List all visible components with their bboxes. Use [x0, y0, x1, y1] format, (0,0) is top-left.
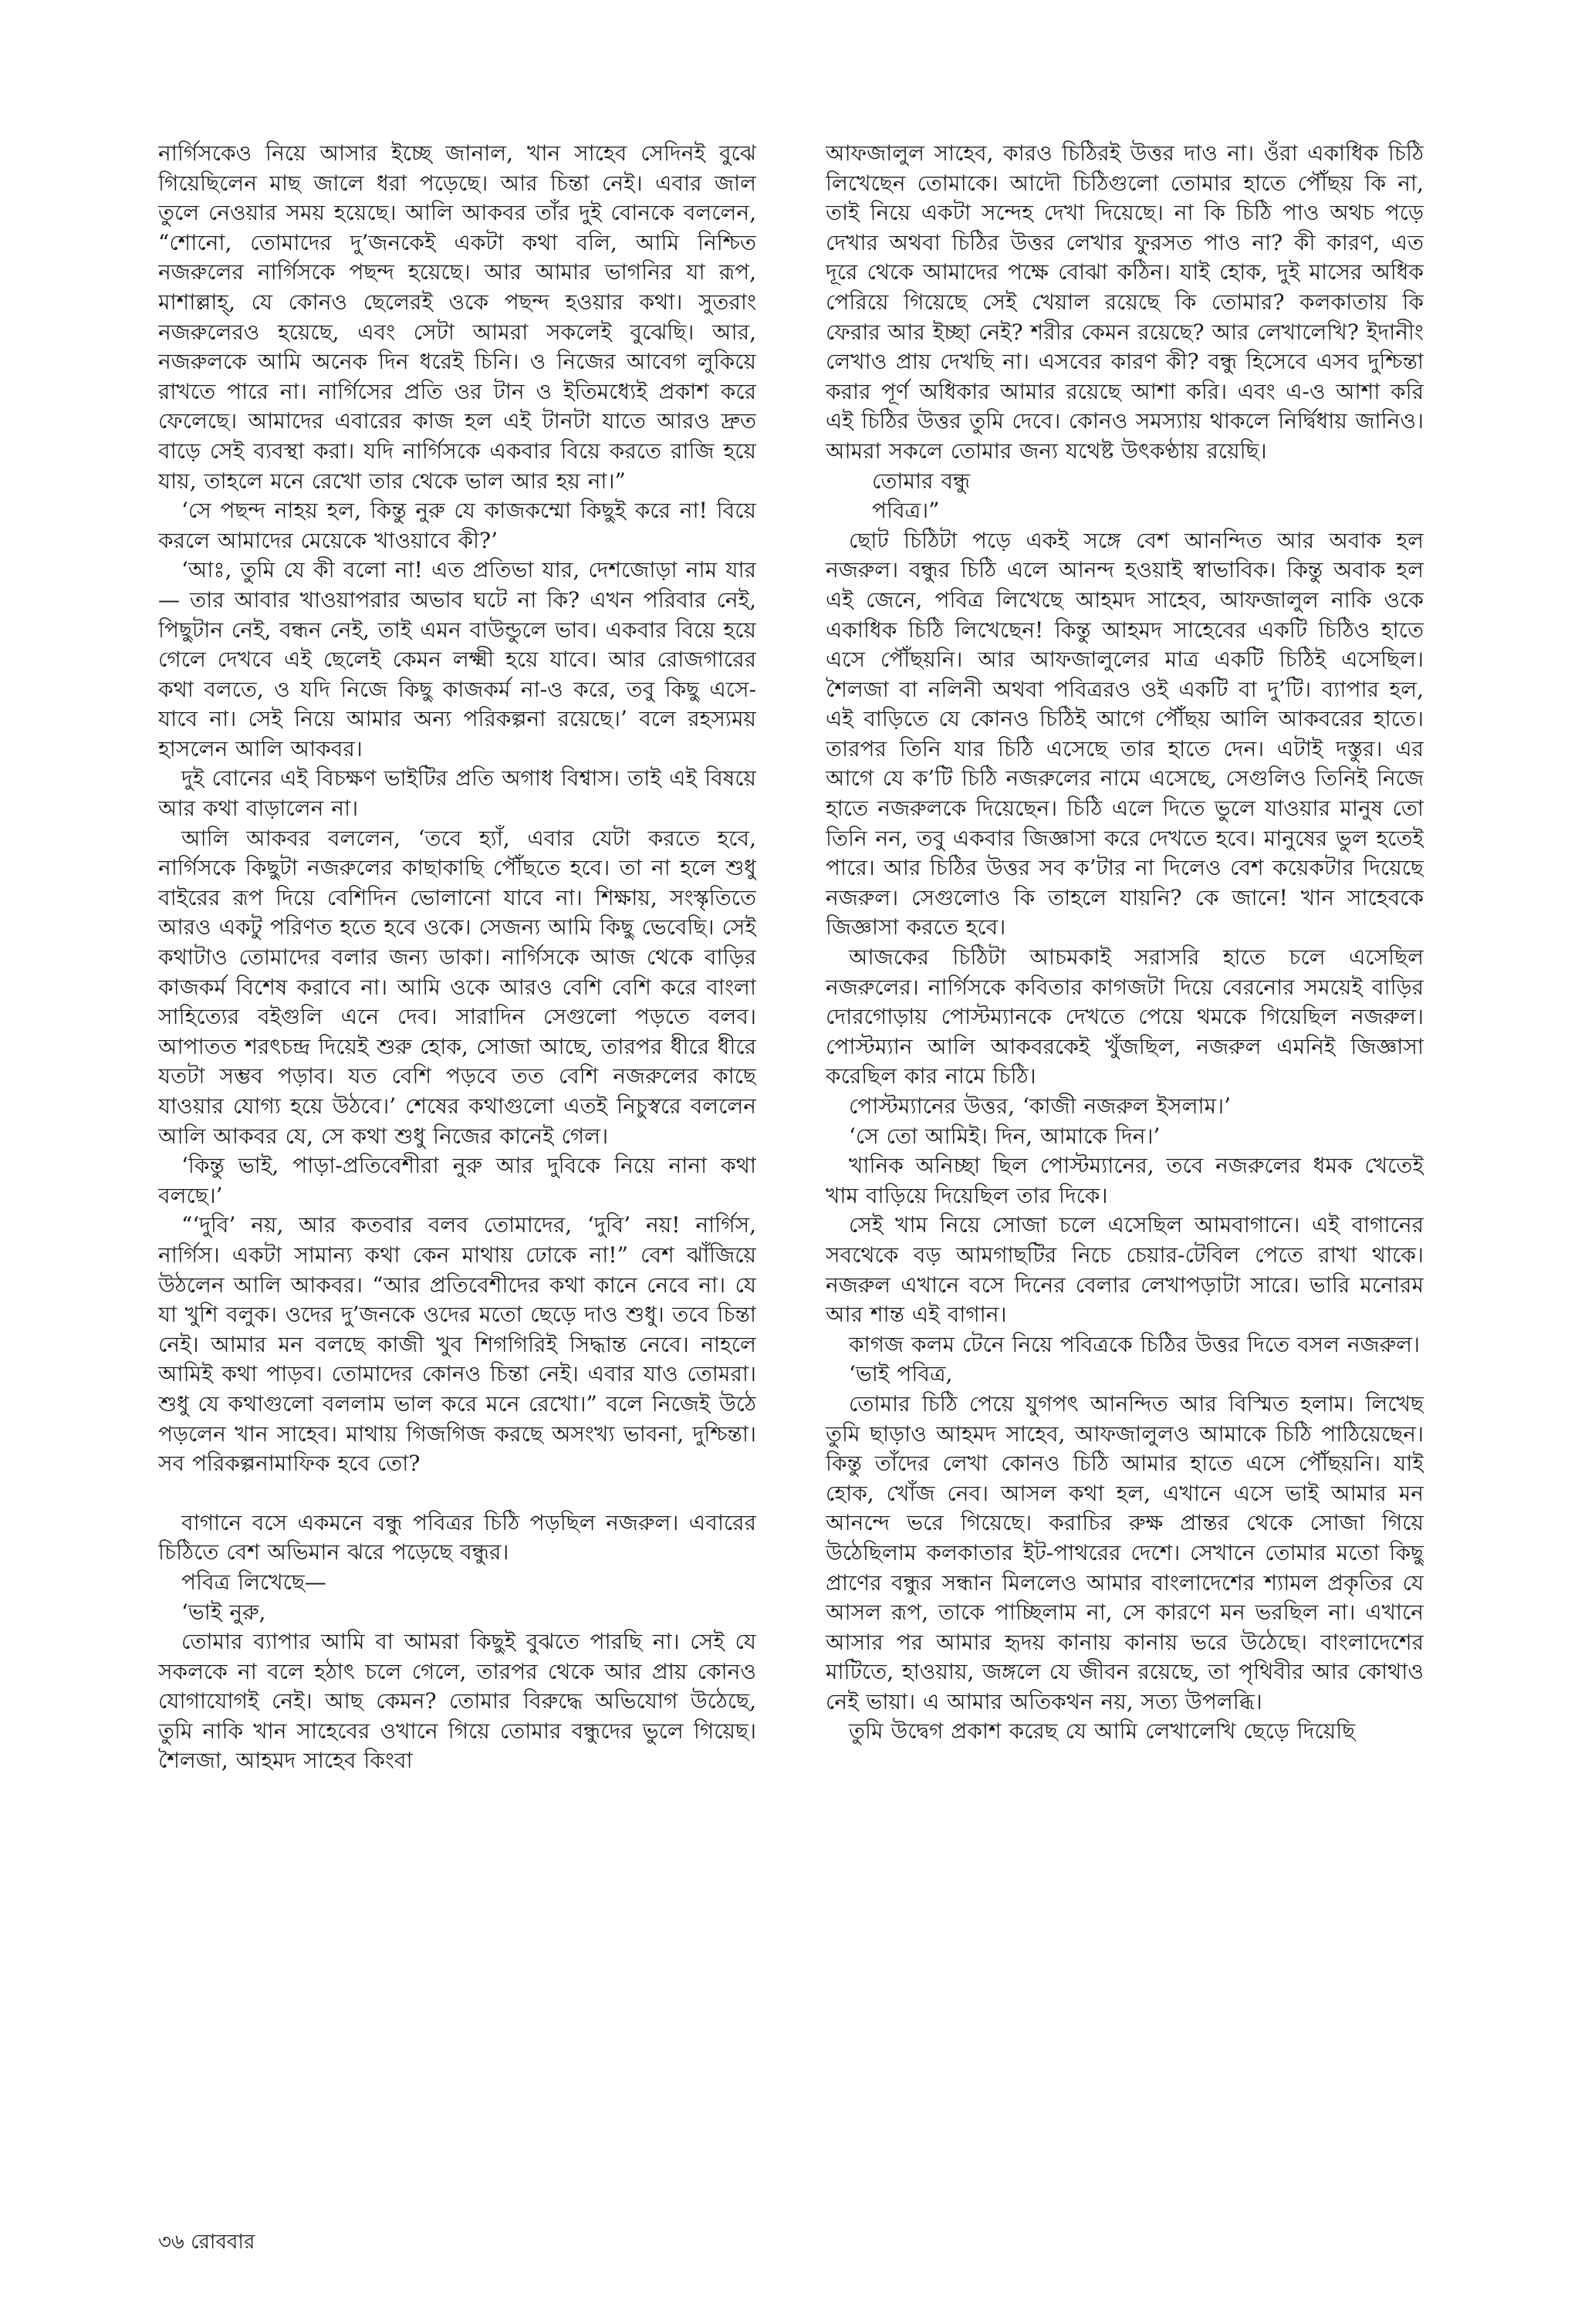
paragraph: তোমার ব্যাপার আমি বা আমরা কিছুই বুঝতে পারছি না। সেই যে সকলকে না বলে হঠাৎ চলে গেলে, তারপর থেকে আর প্রায় কোনও যোগাযোগই নেই। আছ কেমন? তোমার বিরুদ্ধে অভিযোগ উঠেছে, তুমি নাকি খান সাহেবের ওখানে গিয়ে তোমার বন্ধুদের ভুলে গিয়েছ। শৈলজা, আহমদ সাহেব কিংবা [158, 1629, 756, 1774]
paragraph: নার্গিসকেও নিয়ে আসার ইচ্ছে জানাল, খান সাহেব সেদিনই বুঝে গিয়েছিলেন মাছ জালে ধরা পড়েছে। আর চিন্তা নেই। এবার জাল তুলে নেওয়ার সময় হয়েছে। আলি আকবর তাঁর দুই বোনকে বললেন, “শোনো, তোমাদের দু’জনকেই একটা কথা বলি, আমি নিশ্চিত নজরুলের নার্গিসকে পছন্দ হয়েছে। আর আমার ভাগনির যা রূপ, মাশাল্লাহ্, যে কোনও ছেলেরই ওকে পছন্দ হওয়ার কথা। সুতরাং নজরুলেরও হয়েছে, এবং সেটা আমরা সকলেই বুঝেছি। আর, নজরুলকে আমি অনেক দিন ধরেই চিনি। ও নিজের আবেগ লুকিয়ে রাখতে পারে না। নার্গিসের প্রতি ওর টান ও ইতিমধ্যেই প্রকাশ করে ফেলেছে। আমাদের এবারের কাজ হল এই টানটা যাতে আরও দ্রুত বাড়ে সেই ব্যবস্থা করা। যদি নার্গিসকে একবার বিয়ে করতে রাজি হয়ে যায়, তাহলে মনে রেখো তার থেকে ভাল আর হয় না।” [158, 140, 756, 494]
paragraph: খানিক অনিচ্ছা ছিল পোস্টম্যানের, তবে নজরুলের ধমক খেতেই খাম বাড়িয়ে দিয়েছিল তার দিকে। [826, 1153, 1424, 1208]
paragraph: আলি আকবর বললেন, ‘তবে হ্যাঁ, এবার যেটা করতে হবে, নার্গিসকে কিছুটা নজরুলের কাছাকাছি পৌঁছতে হবে। তা না হলে শুধু বাইরের রূপ দিয়ে বেশিদিন ভোলানো যাবে না। শিক্ষায়, সংস্কৃতিতে আরও একটু পরিণত হতে হবে ওকে। সেজন্য আমি কিছু ভেবেছি। সেই কথাটাও তোমাদের বলার জন্য ডাকা। নার্গিসকে আজ থেকে বাড়ির কাজকর্ম বিশেষ করাবে না। আমি ওকে আরও বেশি বেশি করে বাংলা সাহিত্যের বইগুলি এনে দেব। সারাদিন সেগুলো পড়তে বলব। আপাতত শরৎচন্দ্র দিয়েই শুরু হোক, সোজা আছে, তারপর ধীরে ধীরে যতটা সম্ভব পড়াব। যত বেশি পড়বে তত বেশি নজরুলের কাছে যাওয়ার যোগ্য হয়ে উঠবে।’ শেষের কথাগুলো এতই নিচুস্বরে বললেন আলি আকবর যে, সে কথা শুধু নিজের কানেই গেল। [158, 825, 756, 1149]
paragraph: “‘দুবি’ নয়, আর কতবার বলব তোমাদের, ‘দুবি’ নয়! নার্গিস, নার্গিস। একটা সামান্য কথা কেন মাথায় ঢোকে না!” বেশ ঝাঁজিয়ে উঠলেন আলি আকবর। “আর প্রতিবেশীদের কথা কানে নেবে না। যে যা খুশি বলুক। ওদের দু’জনকে ওদের মতো ছেড়ে দাও শুধু। তবে চিন্তা নেই। আমার মন বলছে কাজী খুব শিগগিরিই সিদ্ধান্ত নেবে। নাহলে আমিই কথা পাড়ব। তোমাদের কোনও চিন্তা নেই। এবার যাও তোমরা। শুধু যে কথাগুলো বললাম ভাল করে মনে রেখো।” বলে নিজেই উঠে পড়লেন খান সাহেব। মাথায় গিজগিজ করছে অসংখ্য ভাবনা, দুশ্চিন্তা। সব পরিকল্পনামাফিক হবে তো? [158, 1212, 756, 1477]
paragraph: ‘কিন্তু ভাই, পাড়া-প্রতিবেশীরা নুরু আর দুবিকে নিয়ে নানা কথা বলছে।’ [158, 1153, 756, 1208]
paragraph: বাগানে বসে একমনে বন্ধু পবিত্রর চিঠি পড়ছিল নজরুল। এবারের চিঠিতে বেশ অভিমান ঝরে পড়েছে বন্ধুর। [158, 1509, 756, 1566]
paragraph: আফজালুল সাহেব, কারও চিঠিরই উত্তর দাও না। ওঁরা একাধিক চিঠি লিখেছেন তোমাকে। আদৌ চিঠিগুলো তোমার হাতে পৌঁছয় কি না, তাই নিয়ে একটা সন্দেহ দেখা দিয়েছে। না কি চিঠি পাও অথচ পড়ে দেখার অথবা চিঠির উত্তর লেখার ফুরসত পাও না? কী কারণ, এত দূরে থেকে আমাদের পক্ষে বোঝা কঠিন। যাই হোক, দুই মাসের অধিক পেরিয়ে গিয়েছে সেই খেয়াল রয়েছে কি তোমার? কলকাতায় কি ফেরার আর ইচ্ছা নেই? শরীর কেমন রয়েছে? আর লেখালেখি? ইদানীং লেখাও প্রায় দেখছি না। এসবের কারণ কী? বন্ধু হিসেবে এসব দুশ্চিন্তা করার পূর্ণ অধিকার আমার রয়েছে আশা করি। এবং এ-ও আশা করি এই চিঠির উত্তর তুমি দেবে। কোনও সমস্যায় থাকলে নির্দ্বিধায় জানিও। আমরা সকলে তোমার জন্য যথেষ্ট উৎকণ্ঠায় রয়েছি। [826, 140, 1424, 464]
paragraph: তোমার বন্ধু [872, 468, 971, 494]
paragraph: কাগজ কলম টেনে নিয়ে পবিত্রকে চিঠির উত্তর দিতে বসল নজরুল। [849, 1331, 1421, 1357]
paragraph: ‘সে পছন্দ নাহয় হল, কিন্তু নুরু যে কাজকম্মো কিছুই করে না! বিয়ে করলে আমাদের মেয়েকে খাওয়াবে কী?’ [158, 498, 756, 553]
right-text-column [826, 139, 1424, 2222]
paragraph: তোমার চিঠি পেয়ে যুগপৎ আনন্দিত আর বিস্মিত হলাম। লিখেছ তুমি ছাড়াও আহমদ সাহেব, আফজালুলও আমাকে চিঠি পাঠিয়েছেন। কিন্তু তাঁদের লেখা কোনও চিঠি আমার হাতে এসে পৌঁছয়নি। যাই হোক, খোঁজ নেব। আসল কথা হল, এখানে এসে ভাই আমার মন আনন্দে ভরে গিয়েছে। করাচির রুক্ষ প্রান্তর থেকে সোজা গিয়ে উঠেছিলাম কলকাতার ইট-পাথরের দেশে। সেখানে তোমার মতো কিছু প্রাণের বন্ধুর সন্ধান মিললেও আমার বাংলাদেশের শ্যামল প্রকৃতির যে আসল রূপ, তাকে পাচ্ছিলাম না, সে কারণে মন ভরছিল না। এখানে আসার পর আমার হৃদয় কানায় কানায় ভরে উঠেছে। বাংলাদেশের মাটিতে, হাওয়ায়, জঙ্গলে যে জীবন রয়েছে, তা পৃথিবীর আর কোথাও নেই ভায়া। এ আমার অতিকথন নয়, সত্য উপলব্ধি। [826, 1390, 1424, 1714]
paragraph: আজকের চিঠিটা আচমকাই সরাসরি হাতে চলে এসেছিল নজরুলের। নার্গিসকে কবিতার কাগজটা দিয়ে বেরনোর সময়েই বাড়ির দোরগোড়ায় পোস্টম্যানকে দেখতে পেয়ে থমকে গিয়েছিল নজরুল। পোস্টম্যান আলি আকবরকেই খুঁজছিল, নজরুল এমনিই জিজ্ঞাসা করেছিল কার নামে চিঠি। [826, 944, 1424, 1089]
page-folio: ৩৬ রোববার [158, 2231, 255, 2254]
paragraph: পবিত্র লিখেছে— [181, 1569, 326, 1595]
paragraph: ছোট চিঠিটা পড়ে একই সঙ্গে বেশ আনন্দিত আর অবাক হল নজরুল। বন্ধুর চিঠি এলে আনন্দ হওয়াই স্বাভাবিক। কিন্তু অবাক হল এই জেনে, পবিত্র লিখেছে আহমদ সাহেব, আফজালুল নাকি ওকে একাধিক চিঠি লিখেছেন! কিন্তু আহমদ সাহেবের একটি চিঠিও হাতে এসে পৌঁছয়নি। আর আফজালুলের মাত্র একটি চিঠিই এসেছিল। শৈলজা বা নলিনী অথবা পবিত্ররও ওই একটি বা দু’টি। ব্যাপার হল, এই বাড়িতে যে কোনও চিঠিই আগে পৌঁছয় আলি আকবরের হাতে। তারপর তিনি যার চিঠি এসেছে তার হাতে দেন। এটাই দস্তুর। এর আগে যে ক’টি চিঠি নজরুলের নামে এসেছে, সেগুলিও তিনিই নিজে হাতে নজরুলকে দিয়েছেন। চিঠি এলে দিতে ভুলে যাওয়ার মানুষ তো তিনি নন, তবু একবার জিজ্ঞাসা করে দেখতে হবে। মানুষের ভুল হতেই পারে। আর চিঠির উত্তর সব ক’টার না দিলেও বেশ কয়েকটার দিয়েছে নজরুল। সেগুলোও কি তাহলে যায়নি? কে জানে! খান সাহেবকে জিজ্ঞাসা করতে হবে। [826, 527, 1424, 941]
paragraph: পোস্টম্যানের উত্তর, ‘কাজী নজরুল ইসলাম।’ [849, 1093, 1232, 1119]
left-text-column [158, 139, 756, 2222]
paragraph: ‘ভাই পবিত্র, [849, 1361, 953, 1387]
paragraph: দুই বোনের এই বিচক্ষণ ভাইটির প্রতি অগাধ বিশ্বাস। তাই এই বিষয়ে আর কথা বাড়ালেন না। [158, 765, 756, 822]
paragraph: ‘আঃ, তুমি যে কী বলো না! এত প্রতিভা যার, দেশজোড়া নাম যার— তার আবার খাওয়াপরার অভাব ঘটে না কি? এখন পরিবার নেই, পিছুটান নেই, বন্ধন নেই, তাই এমন বাউন্ডুলে ভাব। একবার বিয়ে হয়ে গেলে দেখবে এই ছেলেই কেমন লক্ষ্মী হয়ে যাবে। আর রোজগারের কথা বলতে, ও যদি নিজে কিছু কাজকর্ম না-ও করে, তবু কিছু এসে-যাবে না। সেই নিয়ে আমার অন্য পরিকল্পনা রয়েছে।’ বলে রহস্যময় হাসলেন আলি আকবর। [158, 557, 756, 762]
paragraph: সেই খাম নিয়ে সোজা চলে এসেছিল আমবাগানে। এই বাগানের সবথেকে বড় আমগাছটির নিচে চেয়ার-টেবিল পেতে রাখা থাকে। নজরুল এখানে বসে দিনের বেলার লেখাপড়াটা সারে। ভারি মনোরম আর শান্ত এই বাগান। [826, 1212, 1424, 1328]
paragraph: ‘ভাই নুরু, [181, 1599, 266, 1625]
paragraph: ‘সে তো আমিই। দিন, আমাকে দিন।’ [849, 1123, 1161, 1149]
paragraph: তুমি উদ্বেগ প্রকাশ করেছ যে আমি লেখালেখি ছেড়ে দিয়েছি [849, 1718, 1356, 1745]
paragraph: পবিত্র।” [872, 498, 940, 524]
